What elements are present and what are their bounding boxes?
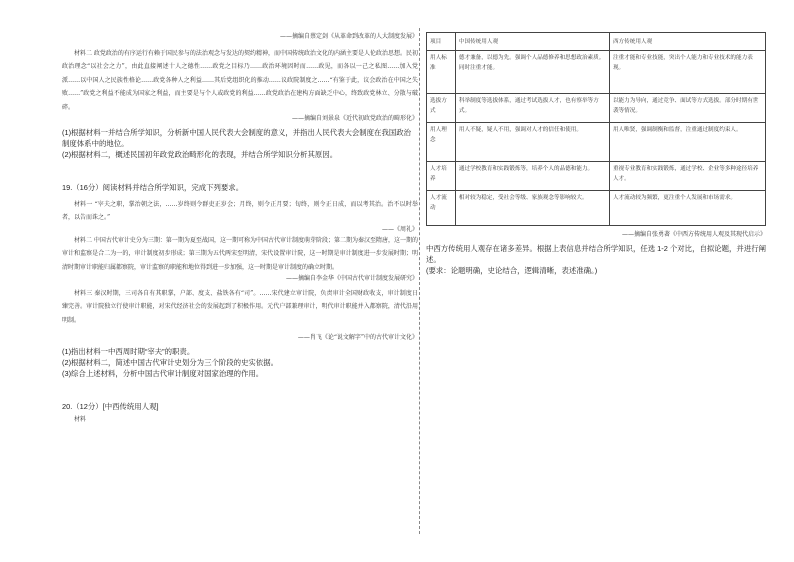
material-19-2-text: 材料二 中国古代审计史分为三期：第一期为夏至战国，这一期可称为中国古代审计制度萌芽阶段；第二期为秦汉至隋唐，这一期的审计和监察是合二为一的，审计制度初步形成；第三期为五代两宋至明清，宋代设置审计院，这一时期是审计制度进一步发展时期；明清时期审计职能归属都察院，审计监察的职能和地位得到进一步加强，这一时期是审计制度的确立时期。 <box>62 236 418 271</box>
table-cell: 通过学校教育和实践锻炼等，培养个人的品德和能力。 <box>455 162 609 191</box>
table-cell: 人才流动 <box>427 191 456 226</box>
material-20-label: 材料 <box>74 416 87 424</box>
table-header-cell: 中国传统用人观 <box>455 33 609 51</box>
question-19-1: (1)指出材料一中西周时期“宰夫”的职责。 <box>62 347 195 357</box>
question-20-prompt: 中西方传统用人观存在诸多差异。根据上表信息并结合所学知识，任选 1-2 个对比，自拟论题，并进行阐述。 <box>426 244 766 264</box>
comparison-table <box>426 32 766 226</box>
table-header-cell: 项目 <box>427 33 456 51</box>
table-row <box>427 123 766 162</box>
table-row <box>427 191 766 226</box>
source-citation-4: ——摘编自李金华《中国古代审计制度发展研究》 <box>285 275 418 283</box>
table-row <box>427 51 766 94</box>
table-source-citation: ——摘编自张勇著《中西方传统用人观及其现代启示》 <box>621 231 766 238</box>
question-19-2: (2)根据材料二，简述中国古代审计史划分为三个阶段的史实依据。 <box>62 358 278 368</box>
table-cell: 人才培养 <box>427 162 456 191</box>
table-row <box>427 162 766 191</box>
material-19-1-text: 材料一 “宰夫之职，掌治朝之法，……岁终则令群吏正岁会；月终，则令正月要；旬终，则令正日成，而以考其治。治不以时举者，以告而诛之。” <box>62 201 418 222</box>
question-1: (1)根据材料一并结合所学知识，分析新中国人民代表大会制度的意义，并指出人民代表大会制度在我国政治制度体系中的地位。 <box>62 128 412 149</box>
question-20-heading: 20.（12分）[中西传统用人观] <box>62 402 159 412</box>
table-cell: 人才流动较为频繁，更注重个人发展和市场需求。 <box>609 191 765 226</box>
source-citation-3: ——《周礼》 <box>381 225 418 233</box>
right-column <box>426 32 766 276</box>
material-2-text: 材料二 政党政治的有序运行有赖于国民参与的法治观念与发达的契约精神，而中国传统政治文化的内涵主要是人伦政治思想。民初政治理念“以社会之力”，由此直接阐述十人之德性……政党之目标乃……政治环境因时而……政见，而各以一己之私图……加入党派……以中国人之民族性格论……政党各种人之利益……其后党组织化的推动……议政院制度之……“有鉴于此，议会政治在中国之失败……”政党之利益不能成为国家之利益，而主要是与个人或政党的利益……政党政治在建构方面缺乏中心，终致政党林立、分散与破碎。 <box>62 50 418 111</box>
material-19-3-text: 材料三 秦汉时期，三司各自有其职掌，户部、度支、盐铁各有“司”。……宋代建立审计院，负责审计全国财政收支，审计制度日臻完善。审计院独立行使审计职能，对宋代经济社会的发展起到了积极作用。元代户部兼理审计，明代审计职能并入都察院，清代沿用明制。 <box>62 290 418 324</box>
table-cell: 用人不疑，疑人不用，强调对人才的信任和使用。 <box>455 123 609 162</box>
table-cell: 相对较为稳定，受社会等级、家族观念等影响较大。 <box>455 191 609 226</box>
table-header-cell: 西方传统用人观 <box>609 33 765 51</box>
column-divider <box>419 28 420 534</box>
left-column <box>62 32 418 427</box>
table-cell: 用人理念 <box>427 123 456 162</box>
table-cell: 重视专业教育和实践锻炼，通过学校、企业等多种途径培养人才。 <box>609 162 765 191</box>
source-citation-5: ——肖飞《论“说文解字”中的古代审计文化》 <box>297 334 418 342</box>
table-cell: 以能力为导向，通过竞争、面试等方式选拔。部分时期有世袭等情况。 <box>609 94 765 123</box>
question-19-3: (3)综合上述材料，分析中国古代审计制度对国家治理的作用。 <box>62 369 264 379</box>
question-19-heading: 19.（16分）阅读材料并结合所学知识，完成下列要求。 <box>62 183 244 193</box>
table-cell: 用人标准 <box>427 51 456 94</box>
table-header-row <box>427 33 766 51</box>
table-cell: 注重才能和专业技能，突出个人能力和专业技术的能力表现。 <box>609 51 765 94</box>
table-row <box>427 94 766 123</box>
source-citation-2: ——摘编自刘景泉《近代初政党政治的畸形化》 <box>291 115 418 123</box>
question-20-requirements: (要求：论题明确，史论结合，逻辑清晰，表述准确。) <box>426 266 598 275</box>
source-citation-1: ——摘编自蔡定剑《从革命到改革的人大制度发展》 <box>279 33 418 40</box>
table-cell: 科举制度等选拔体系，通过考试选拔人才，也有察举等方式。 <box>455 94 609 123</box>
table-cell: 德才兼备，以德为先。强调个人品德修养和思想政治素质。同时注重才能。 <box>455 51 609 94</box>
question-2: (2)根据材料二，概述民国初年政党政治畸形化的表现，并结合所学知识分析其原因。 <box>62 150 338 160</box>
table-cell: 选拔方式 <box>427 94 456 123</box>
table-cell: 用人唯贤，强调制衡和监督，注重通过制度约束人。 <box>609 123 765 162</box>
